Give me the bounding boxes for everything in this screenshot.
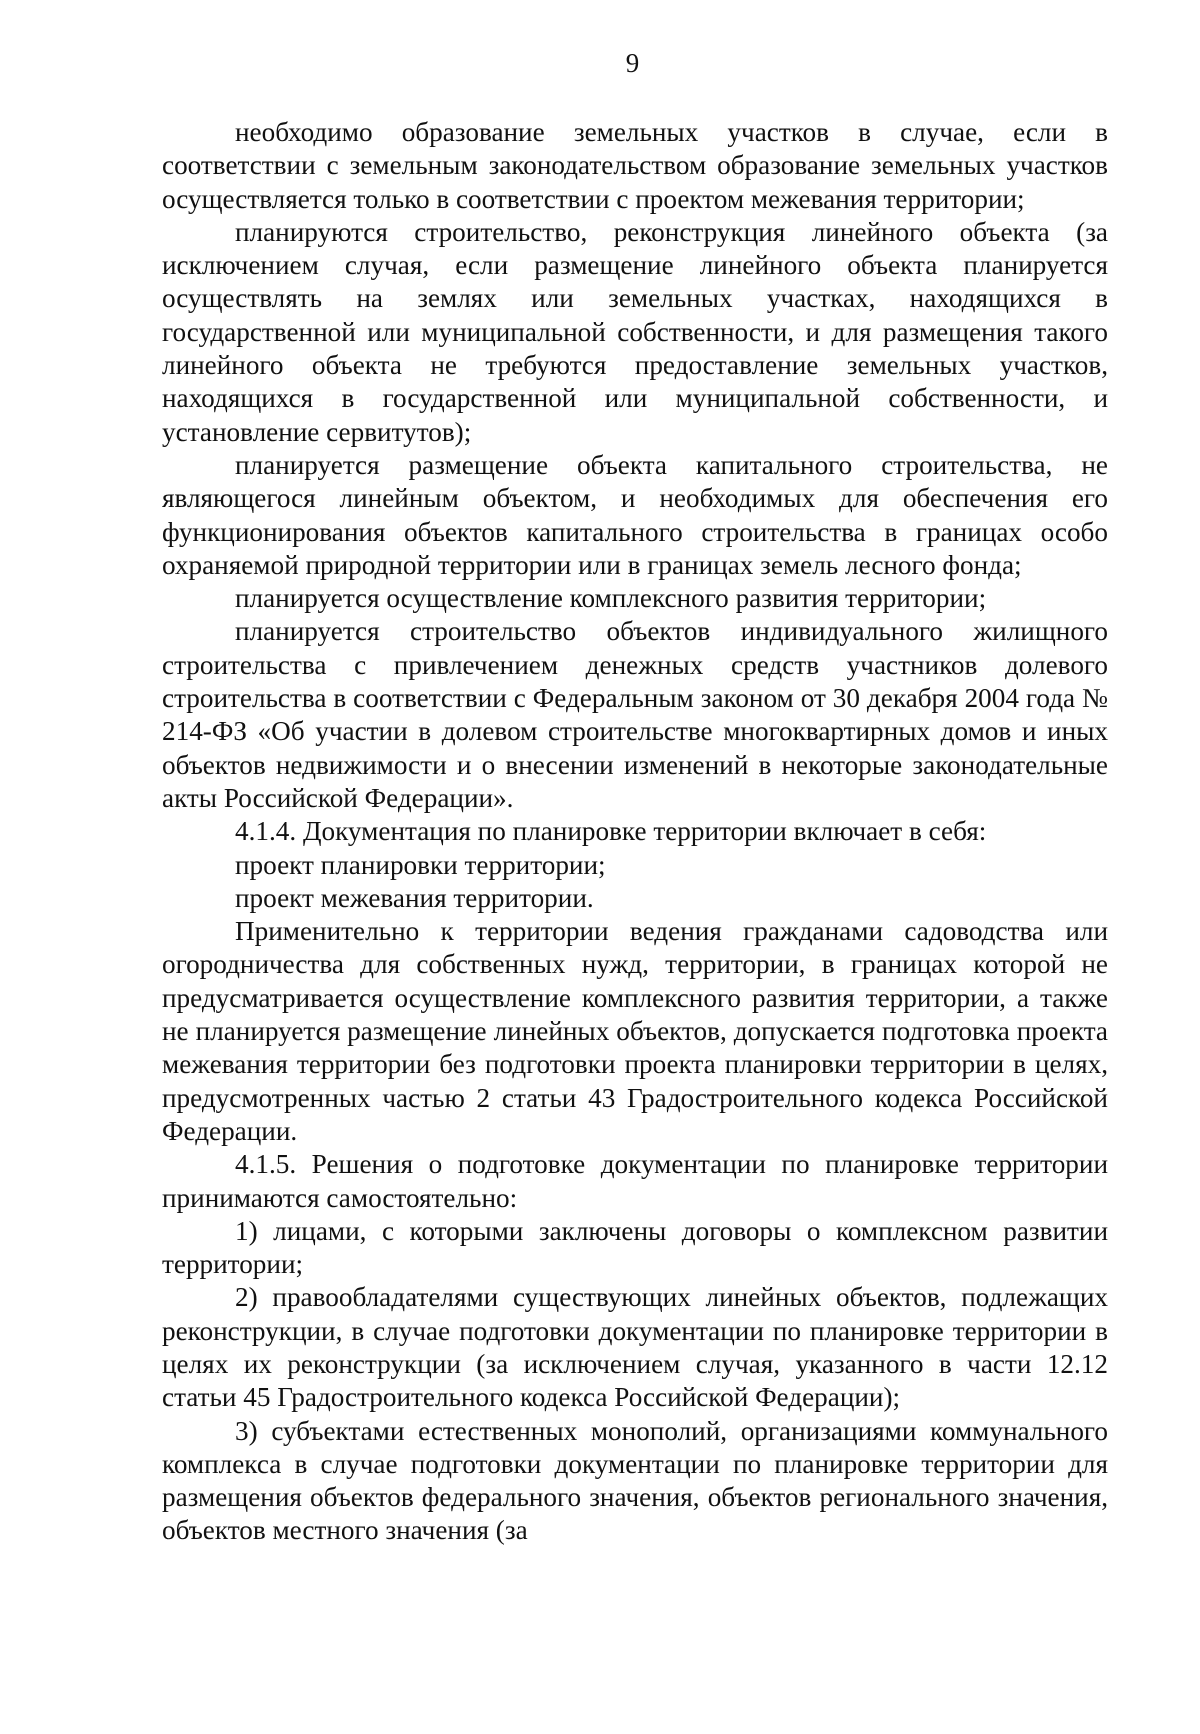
paragraph-land-plots-condition: необходимо образование земельных участков в случае, если в соответствии с земельным законодательством образование земельных участков осуществляется только в соответствии с проектом межевания территории;	[162, 117, 1108, 214]
paragraph-item-2: 2) правообладателями существующих линейных объектов, подлежащих реконструкции, в случае подготовки документации по планировке территории в целях их реконструкции (за исключением случая, указанного в части 12.12 статьи 45 Градостроительного кодекса Российской Федерации);	[162, 1282, 1108, 1413]
paragraph-surveying-project: проект межевания территории.	[235, 882, 594, 913]
page-number: 9	[625, 48, 640, 78]
paragraph-item-3: 3) субъектами естественных монополий, организациями коммунального комплекса в случае подготовки документации по планировке территории для размещения объектов федерального значения, объектов регионального значения, объектов местного значения (за	[162, 1415, 1108, 1546]
paragraph-gardening-territory: Применительно к территории ведения гражданами садоводства или огородничества для собственных нужд, территории, в границах которой не предусматривается осуществление комплексного развития территории, а также не планируется размещение линейных объектов, допускается подготовка проекта межевания территории без подготовки проекта планировки территории в целях, предусмотренных частью 2 статьи 43 Градостроительного кодекса Российской Федерации.	[162, 916, 1108, 1146]
paragraph-complex-development: планируется осуществление комплексного развития территории;	[235, 583, 987, 614]
paragraph-linear-object-construction: планируются строительство, реконструкция линейного объекта (за исключением случая, если размещение линейного объекта планируется осуществлять на землях или земельных участках, находящихся в государственной или муниципальной собственности, и для размещения такого линейного объекта не требуются предоставление земельных участков, находящихся в государственной или муниципальной собственности, и установление сервитутов);	[162, 216, 1108, 447]
paragraph-clause-4-1-4: 4.1.4. Документация по планировке территории включает в себя:	[235, 816, 987, 847]
paragraph-clause-4-1-5: 4.1.5. Решения о подготовке документации по планировке территории принимаются самостоятельно:	[162, 1149, 1108, 1213]
paragraph-individual-housing: планируется строительство объектов индивидуального жилищного строительства с привлечением денежных средств участников долевого строительства в соответствии с Федеральным законом от 30 декабря 2004 года № 214-ФЗ «Об участии в долевом строительстве многоквартирных домов и иных объектов недвижимости и о внесении изменений в некоторые законодательные акты Российской Федерации».	[162, 616, 1108, 813]
document-body	[162, 116, 1108, 1548]
paragraph-item-1: 1) лицами, с которыми заключены договоры о комплексном развитии территории;	[162, 1215, 1108, 1280]
paragraph-capital-construction-placement: планируется размещение объекта капитального строительства, не являющегося линейным объектом, и необходимых для обеспечения его функционирования объектов капитального строительства в границах особо охраняемой природной территории или в границах земель лесного фонда;	[162, 449, 1108, 580]
paragraph-planning-project: проект планировки территории;	[235, 849, 606, 880]
